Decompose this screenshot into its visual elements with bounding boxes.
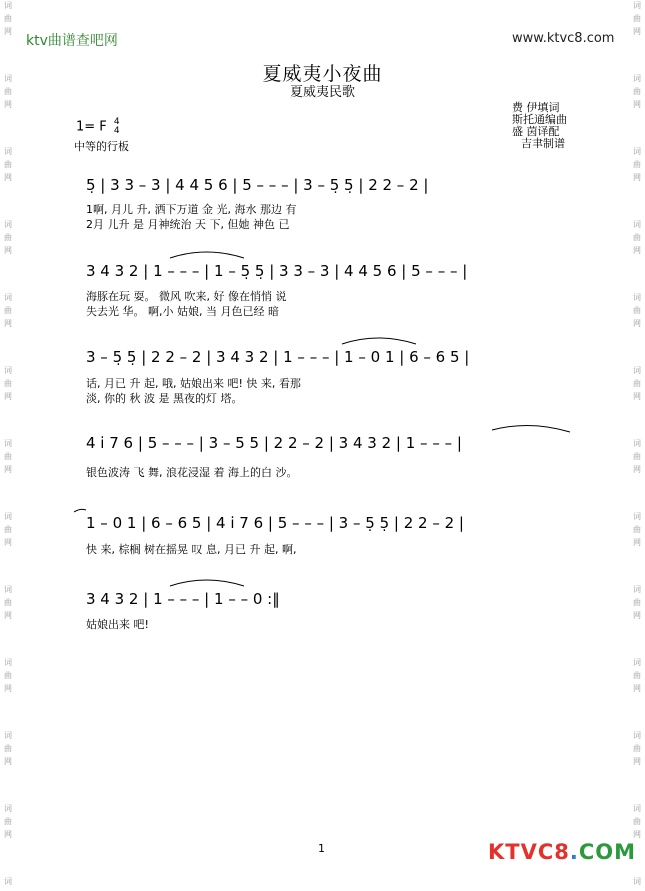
system-5	[86, 514, 464, 532]
margin-char: 网	[4, 246, 12, 255]
margin-char: 曲	[633, 525, 641, 534]
logo-dot: .	[569, 840, 579, 864]
key-label: 1= F	[76, 119, 107, 135]
margin-char: 网	[633, 173, 641, 182]
logo-com: COM	[578, 840, 637, 864]
margin-char: 词	[633, 877, 641, 886]
notes-line-2: 3 4 3 2 | 1 – – – | 1 – 5̣ 5̣ | 3 3 – 3 | 4 4 5 6 | 5 – – – |	[86, 262, 468, 280]
tie-arc-4	[74, 509, 86, 512]
margin-char: 网	[4, 611, 12, 620]
margin-char: 词	[4, 293, 12, 302]
margin-char: 曲	[633, 817, 641, 826]
tempo-marking: 中等的行板	[74, 140, 129, 153]
site-logo[interactable]	[488, 840, 636, 864]
margin-char: 词	[4, 585, 12, 594]
margin-char: 词	[4, 731, 12, 740]
margin-char: 曲	[4, 671, 12, 680]
credit-arranger: 斯托通编曲	[512, 113, 567, 126]
margin-char: 曲	[4, 452, 12, 461]
tie-arc-2	[342, 338, 416, 344]
system-1	[86, 176, 428, 194]
margin-char: 曲	[633, 744, 641, 753]
tie-arc-3	[492, 425, 570, 432]
margin-char: 曲	[4, 14, 12, 23]
margin-char: 网	[4, 27, 12, 36]
margin-char: 词	[4, 74, 12, 83]
page-number: 1	[318, 842, 325, 855]
margin-char: 词	[633, 147, 641, 156]
margin-char: 网	[4, 684, 12, 693]
margin-char: 词	[633, 220, 641, 229]
margin-char: 曲	[4, 744, 12, 753]
margin-char: 曲	[4, 233, 12, 242]
margin-char: 曲	[633, 306, 641, 315]
margin-char: 曲	[4, 306, 12, 315]
margin-char: 网	[4, 392, 12, 401]
lyric-1-verse-1: 1啊, 月儿 升, 洒下万道 金 光, 海水 那边 有	[86, 203, 297, 216]
margin-char: 网	[633, 246, 641, 255]
margin-char: 网	[633, 757, 641, 766]
margin-char: 网	[4, 830, 12, 839]
margin-char: 词	[4, 220, 12, 229]
logo-ktv: KTVC8	[488, 840, 570, 864]
margin-char: 网	[633, 27, 641, 36]
time-bottom: 4	[113, 126, 120, 136]
margin-char: 词	[633, 731, 641, 740]
system-4	[86, 434, 462, 452]
margin-char: 曲	[633, 160, 641, 169]
margin-char: 网	[4, 538, 12, 547]
lyric-1-verse-2: 2月 儿升 是 月神统治 天 下, 但她 神色 已	[86, 218, 290, 231]
margin-char: 曲	[4, 525, 12, 534]
notes-line-1: 5̣ | 3 3 – 3 | 4 4 5 6 | 5 – – – | 3 – 5̣ 5̣ | 2 2 – 2 |	[86, 176, 429, 194]
margin-char: 曲	[4, 598, 12, 607]
margin-char: 网	[4, 757, 12, 766]
margin-char: 词	[633, 804, 641, 813]
margin-char: 网	[633, 684, 641, 693]
margin-char: 曲	[633, 452, 641, 461]
margin-char: 曲	[633, 14, 641, 23]
margin-char: 曲	[633, 379, 641, 388]
margin-char: 网	[633, 611, 641, 620]
margin-char: 网	[633, 830, 641, 839]
margin-char: 网	[4, 173, 12, 182]
margin-char: 词	[633, 585, 641, 594]
margin-char: 网	[4, 100, 12, 109]
margin-char: 曲	[633, 87, 641, 96]
margin-char: 词	[4, 1, 12, 10]
song-title: 夏威夷小夜曲	[262, 63, 383, 85]
notes-line-6: 3 4 3 2 | 1 – – – | 1 – – 0 :‖	[86, 590, 280, 608]
margin-char: 网	[633, 465, 641, 474]
margin-char: 曲	[633, 598, 641, 607]
system-3	[86, 348, 469, 366]
credit-transcriber: 吉聿制谱	[521, 137, 565, 150]
lyric-2-verse-2: 失去光 华。 啊,小 姑娘, 当 月色已经 暗	[86, 305, 279, 318]
notes-line-5: 1 – 0 1 | 6 – 6 5 | 4 i̇ 7 6 | 5 – – – | 3 – 5̣ 5̣ | 2 2 – 2 |	[86, 514, 464, 532]
margin-char: 词	[633, 658, 641, 667]
site-name-left[interactable]: ktv曲谱查吧网	[26, 33, 118, 49]
margin-char: 词	[4, 366, 12, 375]
credit-translator: 盛 茵译配	[512, 125, 560, 138]
tie-arc-1	[170, 252, 244, 258]
margin-char: 词	[633, 512, 641, 521]
time-top: 4	[113, 117, 120, 127]
margin-char: 曲	[4, 160, 12, 169]
margin-char: 网	[4, 319, 12, 328]
notes-line-4: 4 i̇ 7 6 | 5 – – – | 3 – 5 5 | 2 2 – 2 | 3 4 3 2 | 1 – – – |	[86, 434, 462, 452]
credit-lyricist: 费 伊填词	[512, 101, 560, 114]
lyric-6: 姑娘出来 吧!	[86, 618, 149, 631]
margin-char: 网	[633, 100, 641, 109]
margin-char: 词	[633, 439, 641, 448]
margin-char: 词	[4, 512, 12, 521]
lyric-5: 快 来, 棕榈 树在摇晃 叹 息, 月已 升 起, 啊,	[86, 543, 297, 556]
lyric-4: 银色波涛 飞 舞, 浪花浸湿 着 海上的白 沙。	[86, 466, 298, 479]
margin-char: 词	[4, 147, 12, 156]
margin-char: 曲	[633, 671, 641, 680]
lyric-2-verse-1: 海豚在玩 耍。 微风 吹来, 好 像在悄悄 说	[86, 290, 287, 303]
margin-char: 网	[633, 392, 641, 401]
margin-char: 词	[4, 439, 12, 448]
notes-line-3: 3 – 5̣ 5̣ | 2 2 – 2 | 3 4 3 2 | 1 – – – | 1 – 0 1 | 6 – 6 5 |	[86, 348, 470, 366]
site-url-right[interactable]: www.ktvc8.com	[512, 31, 615, 46]
tie-arc-5	[170, 580, 244, 586]
margin-char: 词	[4, 804, 12, 813]
margin-char: 网	[633, 538, 641, 547]
lyric-3-verse-1: 话, 月已 升 起, 哦, 姑娘出来 吧! 快 来, 看那	[86, 377, 301, 390]
margin-char: 曲	[4, 379, 12, 388]
margin-char: 词	[633, 1, 641, 10]
song-subtitle: 夏威夷民歌	[289, 85, 355, 100]
margin-char: 网	[4, 465, 12, 474]
lyric-3-verse-2: 淡, 你的 秋 波 是 黑夜的灯 塔。	[86, 392, 243, 405]
margin-char: 曲	[4, 817, 12, 826]
system-6	[86, 590, 280, 608]
margin-char: 词	[4, 658, 12, 667]
system-2	[86, 262, 467, 280]
margin-char: 词	[633, 366, 641, 375]
margin-char: 词	[633, 293, 641, 302]
margin-char: 曲	[4, 87, 12, 96]
margin-char: 词	[4, 877, 12, 886]
margin-char: 网	[633, 319, 641, 328]
margin-char: 曲	[633, 233, 641, 242]
margin-char: 词	[633, 74, 641, 83]
